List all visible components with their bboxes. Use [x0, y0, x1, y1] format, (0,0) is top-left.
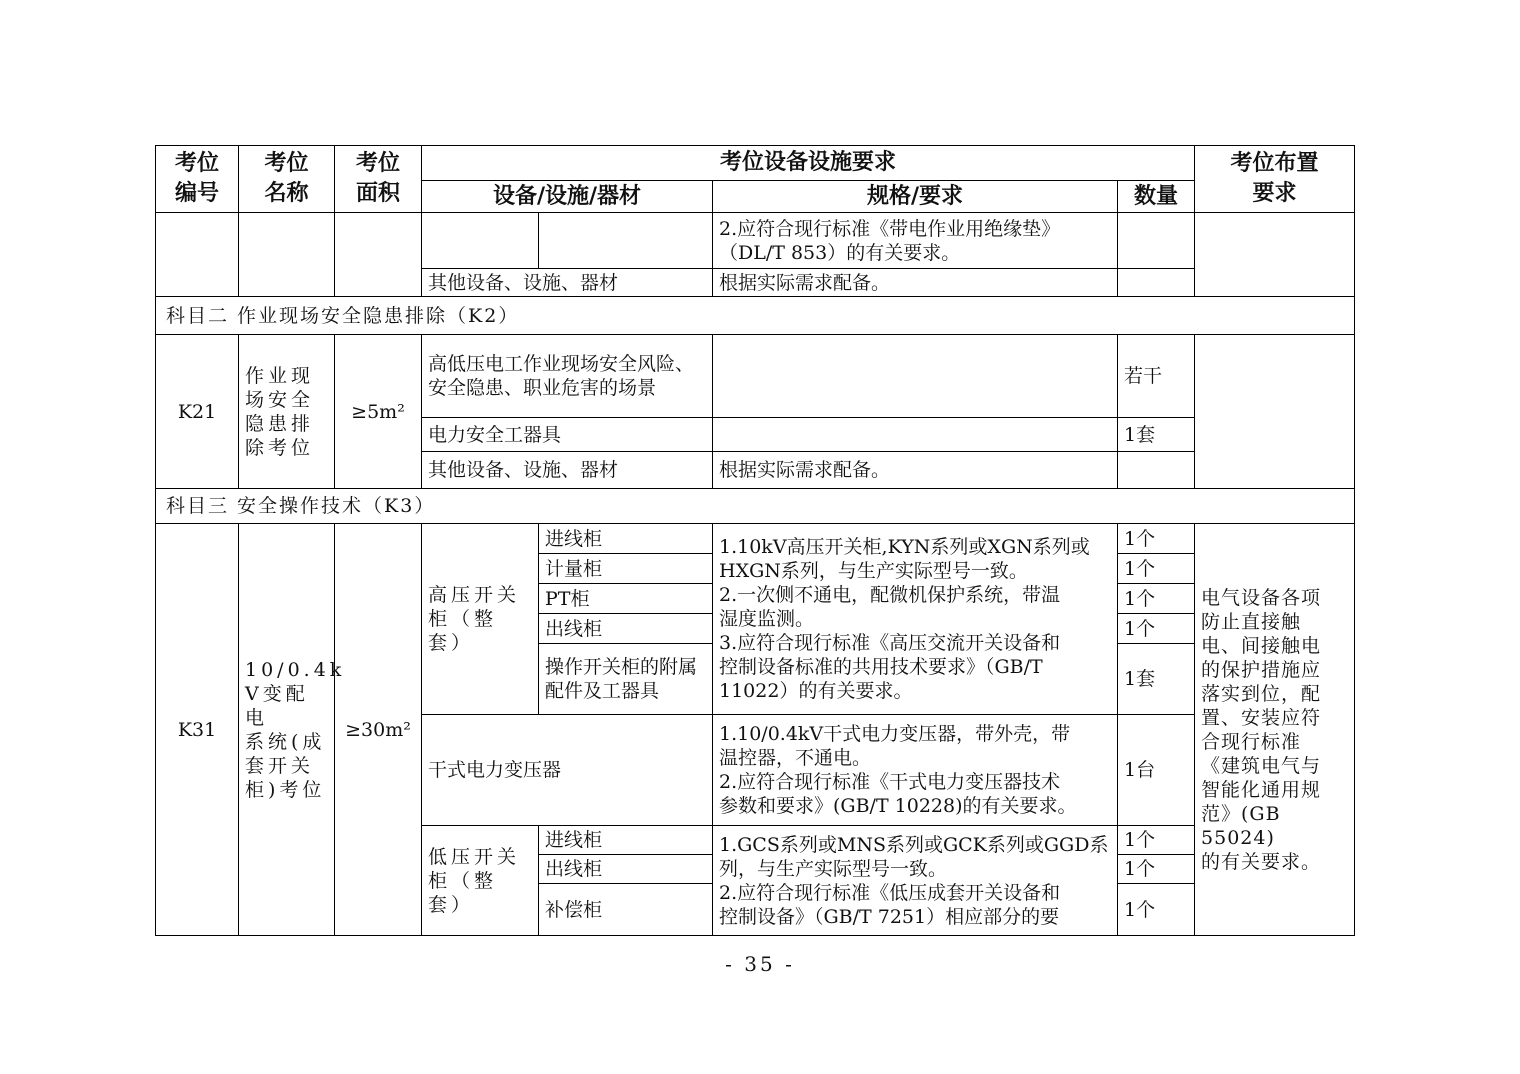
section-k2: 科目二 作业现场安全隐患排除（K2）: [156, 297, 1355, 335]
cont-other-spec: 根据实际需求配备。: [713, 269, 1118, 297]
cont-name: [239, 213, 335, 297]
k21-equip-scene: 高低压电工作业现场安全风险、安全隐患、职业危害的场景: [422, 335, 713, 418]
k21-name: 作业现 场安全 隐患排 除考位: [239, 335, 335, 489]
cont-layout: [1195, 213, 1355, 297]
k31-hv-qty: 1个: [1118, 614, 1195, 644]
cont-id: [156, 213, 239, 297]
k21-spec-scene: [713, 335, 1118, 418]
k31-transformer-spec: 1.10/0.4kV干式电力变压器，带外壳，带 温控器，不通电。 2.应符合现行标准《干式电力变压器技术 参数和要求》(GB/T 10228)的有关要求。: [713, 715, 1118, 826]
k31-name: 10/0.4k V变配电 系统(成 套开关 柜)考位: [239, 524, 335, 936]
k21-layout: [1195, 335, 1355, 489]
k31-hv-item: 操作开关柜的附属配件及工器具: [539, 644, 713, 715]
page-number: - 35 -: [725, 952, 795, 976]
k31-transformer-qty: 1台: [1118, 715, 1195, 826]
k31-hv-qty: 1个: [1118, 524, 1195, 554]
k31-lv-qty: 1个: [1118, 826, 1195, 855]
requirements-table: [155, 145, 1355, 936]
k31-hv-spec: 1.10kV高压开关柜,KYN系列或XGN系列或 HXGN系列，与生产实际型号一致。 2.一次侧不通电，配微机保护系统，带温 湿度监测。 3.应符合现行标准《高压交流开关设备和 控制设备标准的共用技术要求》（GB/T 11022）的有关要求。: [713, 524, 1118, 715]
k21-qty-tools: 1套: [1118, 418, 1195, 452]
k31-layout: 电气设备各项 防止直接触 电、间接触电 的保护措施应 落实到位，配 置、安装应符 合现行标准 《建筑电气与 智能化通用规 范》(GB 55024) 的有关要求。: [1195, 524, 1355, 936]
k21-equip-tools: 电力安全工器具: [422, 418, 713, 452]
cont-equip-b: [539, 213, 713, 269]
header-spec: 规格/要求: [713, 181, 1118, 213]
k21-qty-scene: 若干: [1118, 335, 1195, 418]
k31-area: ≥30m²: [335, 524, 422, 936]
k31-hv-item: PT柜: [539, 584, 713, 614]
k21-spec-other: 根据实际需求配备。: [713, 452, 1118, 489]
cont-qty: [1118, 213, 1195, 269]
k31-hv-item: 出线柜: [539, 614, 713, 644]
k31-hv-item: 进线柜: [539, 524, 713, 554]
k31-hv-qty: 1套: [1118, 644, 1195, 715]
k31-lv-qty: 1个: [1118, 855, 1195, 884]
header-equipment-group: 考位设备设施要求: [422, 146, 1195, 181]
k21-area: ≥5m²: [335, 335, 422, 489]
header-qty: 数量: [1118, 181, 1195, 213]
cont-other-equip: 其他设备、设施、器材: [422, 269, 713, 297]
k31-hv-qty: 1个: [1118, 554, 1195, 584]
k31-transformer: 干式电力变压器: [422, 715, 713, 826]
header-layout: 考位布置 要求: [1195, 146, 1355, 213]
cont-equip-a: [422, 213, 539, 269]
k31-lv-qty: 1个: [1118, 884, 1195, 936]
k31-id: K31: [156, 524, 239, 936]
k31-hv-group: 高压开关 柜（整套）: [422, 524, 539, 715]
cont-spec: 2.应符合现行标准《带电作业用绝缘垫》 （DL/T 853）的有关要求。: [713, 213, 1118, 269]
k21-equip-other: 其他设备、设施、器材: [422, 452, 713, 489]
k31-lv-item: 进线柜: [539, 826, 713, 855]
k21-id: K21: [156, 335, 239, 489]
k21-spec-tools: [713, 418, 1118, 452]
k31-hv-item: 计量柜: [539, 554, 713, 584]
section-k3: 科目三 安全操作技术（K3）: [156, 489, 1355, 524]
k31-lv-item: 出线柜: [539, 855, 713, 884]
k31-lv-spec: 1.GCS系列或MNS系列或GCK系列或GGD系 列，与生产实际型号一致。 2.应符合现行标准《低压成套开关设备和 控制设备》（GB/T 7251）相应部分的要: [713, 826, 1118, 936]
k31-lv-item: 补偿柜: [539, 884, 713, 936]
cont-area: [335, 213, 422, 297]
k31-hv-qty: 1个: [1118, 584, 1195, 614]
header-exam-name: 考位 名称: [239, 146, 335, 213]
header-exam-area: 考位 面积: [335, 146, 422, 213]
header-equipment: 设备/设施/器材: [422, 181, 713, 213]
cont-other-qty: [1118, 269, 1195, 297]
header-exam-id: 考位 编号: [156, 146, 239, 213]
k31-lv-group: 低压开关 柜（整套）: [422, 826, 539, 936]
k21-qty-other: [1118, 452, 1195, 489]
